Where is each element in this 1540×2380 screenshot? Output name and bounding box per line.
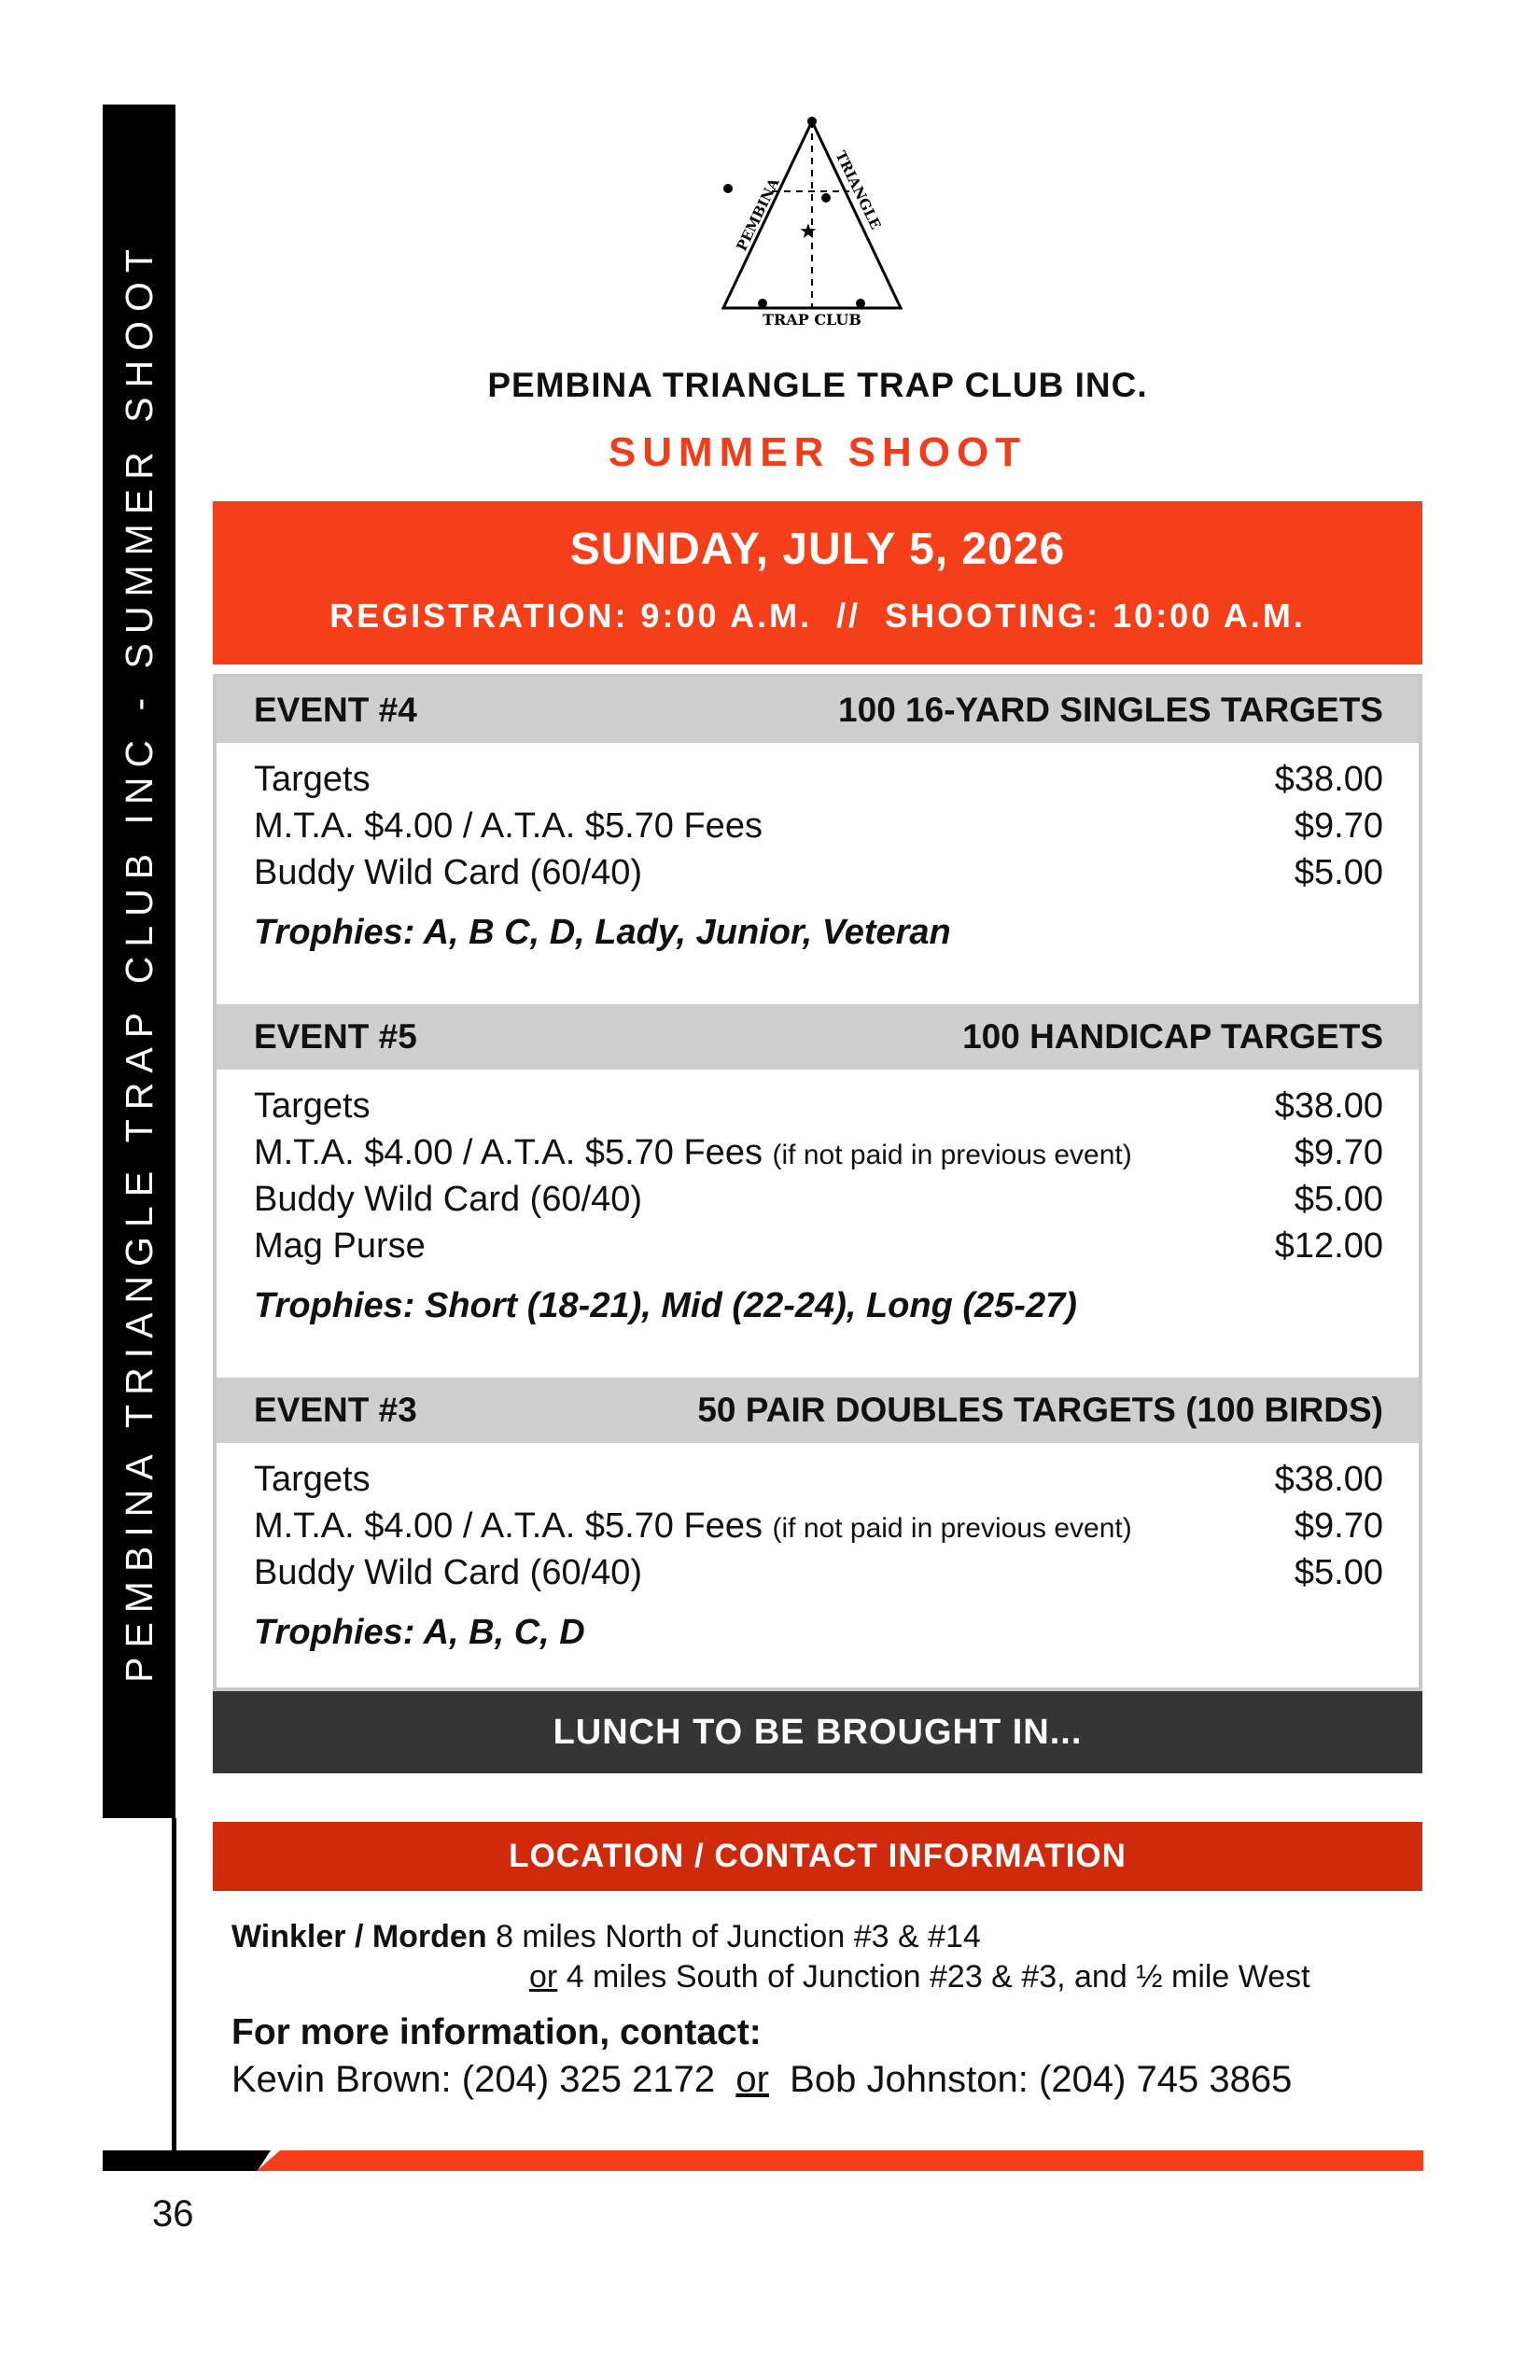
- fee-label: Buddy Wild Card (60/40): [254, 853, 643, 892]
- fee-label: M.T.A. $4.00 / A.T.A. $5.70 Fees: [254, 1506, 763, 1546]
- event-section: [217, 678, 1419, 956]
- fee-amount: $5.00: [1294, 1553, 1383, 1592]
- fee-row: [254, 1129, 1383, 1176]
- fee-amount: $9.70: [1294, 1506, 1383, 1546]
- logo-text-right: TRIANGLE: [832, 147, 885, 232]
- star-icon: ★: [799, 220, 818, 244]
- fee-label: Buddy Wild Card (60/40): [254, 1180, 643, 1219]
- shoot-title: SUMMER SHOOT: [608, 429, 1028, 475]
- fee-label: Buddy Wild Card (60/40): [254, 1553, 643, 1592]
- contact-line: [231, 2056, 1292, 2103]
- contact-or: or: [735, 2059, 769, 2100]
- footer-rule-black: [103, 2150, 271, 2171]
- fee-amount: $12.00: [1274, 1226, 1383, 1266]
- trophies: Trophies: A, B C, D, Lady, Junior, Veteran: [254, 913, 951, 952]
- fee-row: [254, 1549, 1383, 1596]
- event-number: EVENT #4: [254, 691, 417, 729]
- logo-dot: [807, 117, 817, 126]
- fee-row: [254, 1456, 1383, 1503]
- event-number: EVENT #5: [254, 1017, 417, 1056]
- fee-note: (if not paid in previous event): [772, 1513, 1132, 1544]
- fee-row: [254, 803, 1383, 849]
- event-fees: [217, 1070, 1419, 1329]
- fee-note: (if not paid in previous event): [772, 1140, 1132, 1170]
- fee-row: [254, 1223, 1383, 1269]
- event-header: [217, 1004, 1419, 1070]
- events-panel: [213, 674, 1422, 1691]
- fee-label: Targets: [254, 760, 371, 799]
- fee-amount: $38.00: [1274, 1460, 1383, 1499]
- logo-text-left: PEMBINA: [733, 175, 783, 254]
- logo-text-bottom: TRAP CLUB: [763, 311, 861, 329]
- contact-title: For more information, contact:: [231, 2012, 762, 2052]
- club-logo: [714, 112, 924, 329]
- side-title-text: PEMBINA TRIANGLE TRAP CLUB INC - SUMMER SHOOT: [118, 240, 161, 1683]
- event-fees: [217, 1443, 1419, 1656]
- event-title: 100 HANDICAP TARGETS: [962, 1017, 1383, 1056]
- location-line-2: [529, 1956, 1310, 1997]
- page-number: 36: [152, 2193, 194, 2234]
- location-or: or: [529, 1959, 558, 1995]
- fee-amount: $5.00: [1294, 853, 1383, 892]
- fee-row: [254, 1176, 1383, 1223]
- fee-row: [254, 756, 1383, 803]
- logo-dot: [821, 193, 831, 203]
- event-times: REGISTRATION: 9:00 A.M. // SHOOTING: 10:00 A.M.: [329, 596, 1306, 635]
- trophies: Trophies: A, B, C, D: [254, 1613, 585, 1652]
- fee-row: [254, 1083, 1383, 1129]
- footer-rule-orange: [257, 2150, 1423, 2171]
- fee-row: [254, 1503, 1383, 1549]
- logo-dot: [723, 184, 733, 193]
- fee-amount: $5.00: [1294, 1180, 1383, 1219]
- logo-dot: [856, 299, 865, 308]
- event-number: EVENT #3: [254, 1391, 417, 1429]
- event-title: 50 PAIR DOUBLES TARGETS (100 BIRDS): [697, 1391, 1383, 1429]
- fee-row: [254, 849, 1383, 896]
- side-rule: [172, 1818, 176, 2154]
- location-header: LOCATION / CONTACT INFORMATION: [213, 1822, 1422, 1891]
- fee-label: Mag Purse: [254, 1226, 426, 1266]
- contact-person-2: Bob Johnston: (204) 745 3865: [790, 2059, 1293, 2100]
- fee-label: M.T.A. $4.00 / A.T.A. $5.70 Fees: [254, 806, 763, 846]
- event-title: 100 16-YARD SINGLES TARGETS: [838, 691, 1383, 729]
- contact-person-1: Kevin Brown: (204) 325 2172: [231, 2059, 716, 2100]
- event-fees: [217, 743, 1419, 956]
- location-directions-2: 4 miles South of Junction #23 & #3, and ½ mile West: [566, 1959, 1310, 1995]
- event-date: SUNDAY, JULY 5, 2026: [569, 525, 1066, 574]
- fee-amount: $38.00: [1274, 760, 1383, 799]
- fee-label: M.T.A. $4.00 / A.T.A. $5.70 Fees: [254, 1133, 763, 1172]
- location-line-1: [231, 1916, 981, 1957]
- club-name: PEMBINA TRIANGLE TRAP CLUB INC.: [487, 366, 1148, 404]
- trophies: Trophies: Short (18-21), Mid (22-24), Long (25-27): [254, 1286, 1077, 1325]
- event-header: [217, 1378, 1419, 1443]
- location-directions-1: 8 miles North of Junction #3 & #14: [496, 1919, 981, 1954]
- date-banner: [213, 501, 1422, 665]
- event-section: [217, 1004, 1419, 1329]
- fee-amount: $9.70: [1294, 806, 1383, 846]
- fee-label: Targets: [254, 1460, 371, 1499]
- lunch-banner: LUNCH TO BE BROUGHT IN...: [213, 1691, 1422, 1773]
- logo-dot: [758, 299, 767, 308]
- fee-label: Targets: [254, 1086, 371, 1126]
- location-place: Winkler / Morden: [231, 1919, 487, 1954]
- event-header: [217, 678, 1419, 743]
- fee-amount: $38.00: [1274, 1086, 1383, 1126]
- fee-amount: $9.70: [1294, 1133, 1383, 1172]
- event-section: [217, 1378, 1419, 1656]
